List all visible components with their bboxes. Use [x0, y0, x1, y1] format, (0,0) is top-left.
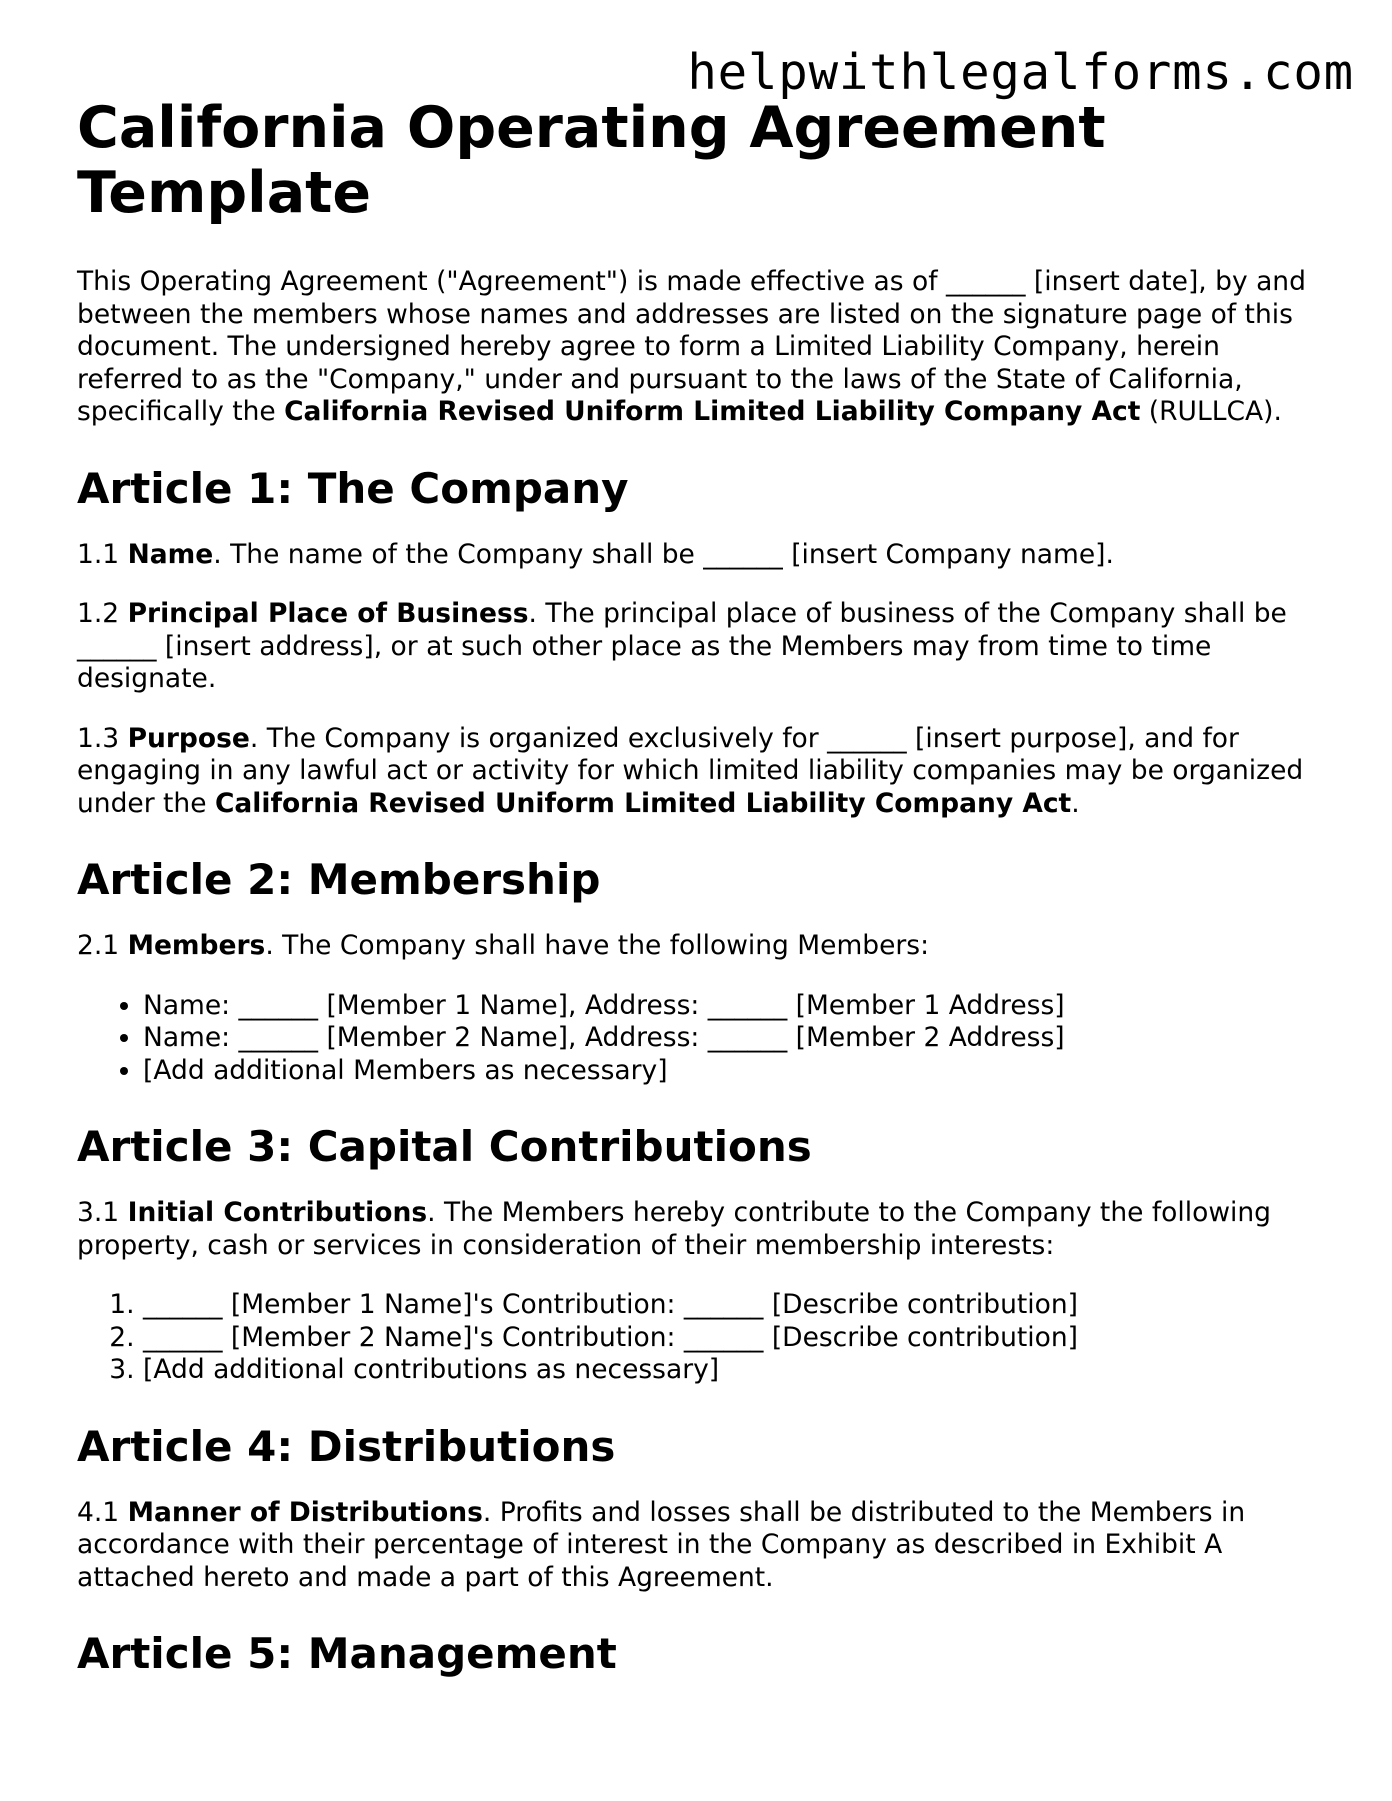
section-1-1: [77, 539, 1327, 572]
document-title: California Operating Agreement Template: [77, 95, 1106, 226]
article-4-heading: Article 4: Distributions: [77, 1421, 616, 1471]
section-number: 3.1: [77, 1197, 128, 1228]
section-title: Principal Place of Business: [127, 598, 529, 629]
section-text-end: .: [1071, 787, 1080, 819]
section-text: . The principal place of business of the Company shall be ______ [insert address], or at such other place as the Members may from time to time designate.: [77, 598, 1287, 694]
section-4-1: [77, 1497, 1327, 1595]
article-2-heading: Article 2: Membership: [77, 855, 601, 904]
intro-act-name: California Revised Uniform Limited Liability Company Act: [284, 396, 1141, 427]
section-text: . The Company shall have the following Members:: [265, 930, 930, 961]
intro-paragraph: [77, 266, 1327, 429]
section-text: . The Company is organized exclusively for ______ [insert purpose], and for engaging in any lawful act or activity for which limited liability companies may be organized under the: [77, 722, 1304, 819]
list-item: • Name: ______ [Member 2 Name], Address: ______ [Member 2 Address]: [143, 1022, 1327, 1055]
section-number: 1.3: [77, 722, 128, 754]
document-body: [77, 96, 1327, 1704]
section-title: Purpose: [127, 722, 250, 754]
section-number: 1.1: [77, 538, 128, 570]
section-2-1: [77, 930, 1327, 963]
members-list: [77, 990, 1327, 1088]
section-1-3: [77, 723, 1327, 821]
intro-text-end: (RULLCA).: [1140, 396, 1282, 427]
section-number: 4.1: [77, 1496, 128, 1528]
article-1-heading: Article 1: The Company: [77, 463, 629, 513]
list-item: 3. [Add additional contributions as necessary]: [143, 1354, 1327, 1387]
section-text: . The Members hereby contribute to the Company the following property, cash or services in consideration of their membership interests:: [77, 1197, 1271, 1261]
list-item: • [Add additional Members as necessary]: [143, 1055, 1327, 1088]
article-3-heading: Article 3: Capital Contributions: [77, 1122, 812, 1171]
list-item: • Name: ______ [Member 1 Name], Address: ______ [Member 1 Address]: [143, 990, 1327, 1023]
list-item: 1. ______ [Member 1 Name]'s Contribution: ______ [Describe contribution]: [143, 1289, 1327, 1322]
section-number: 1.2: [77, 598, 128, 629]
section-number: 2.1: [77, 930, 128, 961]
section-1-2: [77, 598, 1327, 696]
section-text: . Profits and losses shall be distributed to the Members in accordance with their percentage of interest in the Company as described in Exhibit A attached hereto and made a part of this Agreement.: [77, 1496, 1246, 1593]
section-act-name: California Revised Uniform Limited Liability Company Act: [214, 787, 1072, 819]
intro-text: This Operating Agreement ("Agreement") is made effective as of ______ [insert date], by and between the members whose names and addresses are listed on the signature page of this document. The undersigned hereby agree to form a Limited Liability Company, herein referred to as the "Company," under and pursuant to the laws of the State of California, specifically the: [77, 266, 1306, 427]
section-title: Initial Contributions: [127, 1197, 428, 1228]
list-item: 2. ______ [Member 2 Name]'s Contribution: ______ [Describe contribution]: [143, 1322, 1327, 1355]
section-title: Members: [127, 930, 266, 961]
section-text: . The name of the Company shall be ______ [insert Company name].: [213, 538, 1114, 570]
article-5-heading: Article 5: Management: [77, 1629, 617, 1678]
section-title: Name: [127, 538, 214, 570]
section-3-1: [77, 1197, 1327, 1262]
contributions-list: [77, 1289, 1327, 1387]
section-title: Manner of Distributions: [127, 1496, 483, 1528]
site-watermark: helpwithlegalforms.com: [687, 44, 1354, 101]
